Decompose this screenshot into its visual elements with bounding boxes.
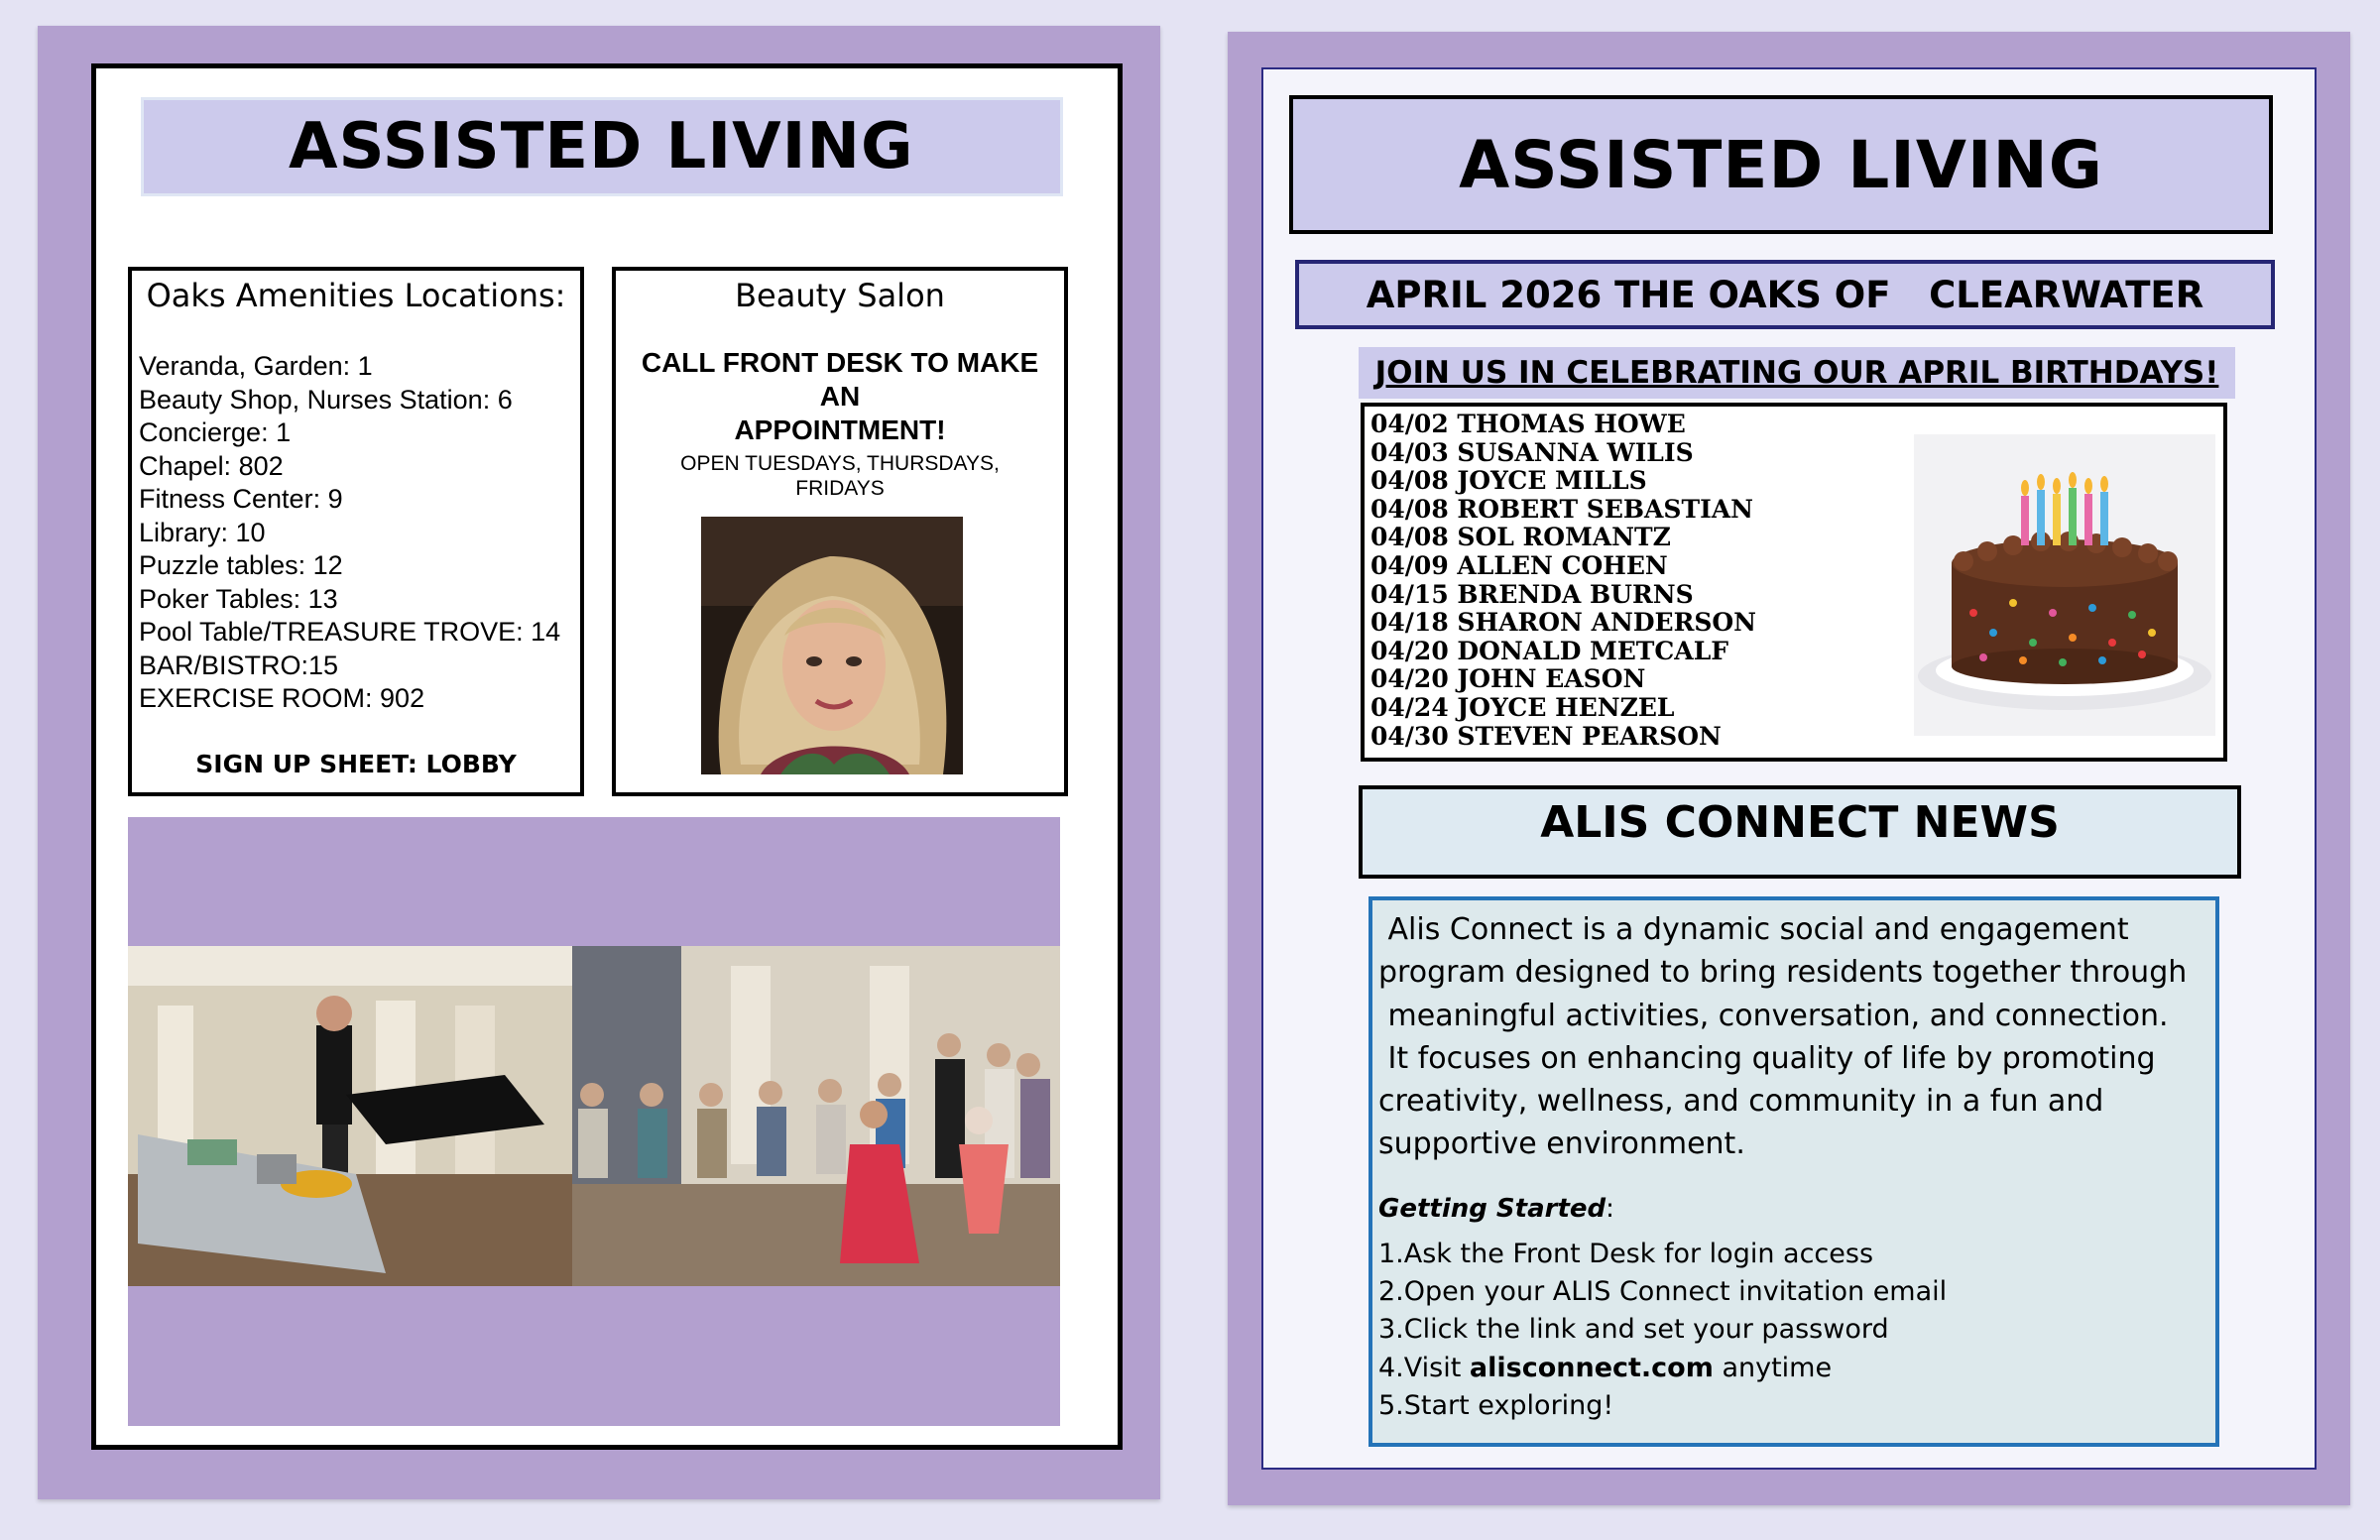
page-title: ASSISTED LIVING [1289, 95, 2273, 234]
news-line: program designed to bring residents together through [1378, 955, 2188, 991]
birthday-item: 04/15 BRENDA BURNS [1370, 579, 1694, 609]
resident-group-photo [572, 946, 1060, 1286]
birthday-item: 04/20 JOHN EASON [1370, 664, 1646, 694]
birthday-item: 04/18 SHARON ANDERSON [1370, 608, 1757, 638]
salon-cta-line: APPOINTMENT! [734, 415, 946, 445]
amenity-item: Library: 10 [139, 517, 266, 547]
amenity-item: BAR/BISTRO:15 [139, 650, 339, 680]
news-paragraph [1378, 908, 2211, 1166]
salon-cta-line: CALL FRONT DESK TO MAKE [641, 347, 1039, 378]
news-line: meaningful activities, conversation, and connection. [1378, 998, 2169, 1033]
salon-title: Beauty Salon [735, 277, 945, 314]
page-right-content [1261, 67, 2317, 1470]
amenity-item: Fitness Center: 9 [139, 484, 343, 514]
salon-hours-line: FRIDAYS [795, 477, 885, 500]
getting-started-steps [1378, 1236, 1947, 1425]
cooking-demo-photo [128, 946, 572, 1286]
amenity-item: Veranda, Garden: 1 [139, 351, 373, 381]
step-item [1378, 1350, 1947, 1387]
amenity-item: Beauty Shop, Nurses Station: 6 [139, 384, 513, 415]
getting-started-label: Getting Started [1378, 1194, 1606, 1224]
signup-note: SIGN UP SHEET: LOBBY [195, 750, 517, 778]
birthday-item: 04/03 SUSANNA WILIS [1370, 437, 1694, 467]
birthday-item: 04/08 JOYCE MILLS [1370, 466, 1647, 496]
news-line: creativity, wellness, and community in a fun and [1378, 1084, 2104, 1120]
salon-hours [655, 451, 1024, 501]
birthday-item: 04/08 SOL ROMANTZ [1370, 523, 1671, 552]
step-item: 1.Ask the Front Desk for login access [1378, 1239, 1874, 1269]
step-prefix: 4.Visit [1378, 1352, 1470, 1383]
birthday-item: 04/08 ROBERT SEBASTIAN [1370, 494, 1754, 524]
page-left-content [91, 63, 1123, 1450]
salon-cta-line: AN [819, 381, 861, 412]
amenity-item: Poker Tables: 13 [139, 583, 338, 614]
getting-started-heading [1378, 1194, 1614, 1224]
news-header: ALIS CONNECT NEWS [1359, 785, 2241, 879]
birthday-list [1370, 411, 1756, 751]
birthday-item: 04/02 THOMAS HOWE [1370, 410, 1686, 438]
birthday-cake-image [1914, 434, 2215, 736]
news-box [1368, 896, 2219, 1447]
news-line: Alis Connect is a dynamic social and engagement [1378, 912, 2129, 947]
birthday-banner: JOIN US IN CELEBRATING OUR APRIL BIRTHDAYS! [1359, 347, 2235, 399]
salon-call-to-action [626, 346, 1054, 447]
step-suffix: anytime [1713, 1352, 1833, 1383]
step-item: 3.Click the link and set your password [1378, 1314, 1889, 1346]
amenity-item: Concierge: 1 [139, 417, 292, 447]
birthday-item: 04/20 DONALD METCALF [1370, 636, 1729, 665]
amenity-item: Chapel: 802 [139, 450, 284, 481]
amenity-item: Puzzle tables: 12 [139, 550, 343, 580]
amenities-title: Oaks Amenities Locations: [146, 277, 566, 314]
amenity-item: EXERCISE ROOM: 902 [139, 683, 425, 713]
step-item: 2.Open your ALIS Connect invitation email [1378, 1276, 1948, 1308]
step-item: 5.Start exploring! [1378, 1389, 1614, 1421]
activity-photo-band [128, 817, 1060, 1426]
birthday-item: 04/09 ALLEN COHEN [1370, 550, 1668, 580]
beauty-salon-box [612, 267, 1068, 796]
newsletter-page-left [38, 26, 1160, 1499]
amenities-box [128, 267, 584, 796]
alisconnect-link[interactable]: alisconnect.com [1469, 1352, 1714, 1383]
salon-hours-line: OPEN TUESDAYS, THURSDAYS, [680, 452, 1000, 475]
stylist-photo [701, 517, 963, 774]
news-line: It focuses on enhancing quality of life by promoting [1378, 1040, 2156, 1076]
issue-subtitle: APRIL 2026 THE OAKS OF CLEARWATER [1295, 260, 2275, 329]
amenities-list [139, 350, 560, 716]
getting-started-colon: : [1606, 1194, 1614, 1224]
amenity-item: Pool Table/TREASURE TROVE: 14 [139, 617, 561, 647]
page-title: ASSISTED LIVING [141, 97, 1063, 196]
news-line: supportive environment. [1378, 1126, 1745, 1162]
birthday-item: 04/30 STEVEN PEARSON [1370, 721, 1722, 751]
birthday-list-box [1361, 403, 2227, 762]
birthday-item: 04/24 JOYCE HENZEL [1370, 692, 1675, 722]
newsletter-page-right [1228, 32, 2350, 1505]
